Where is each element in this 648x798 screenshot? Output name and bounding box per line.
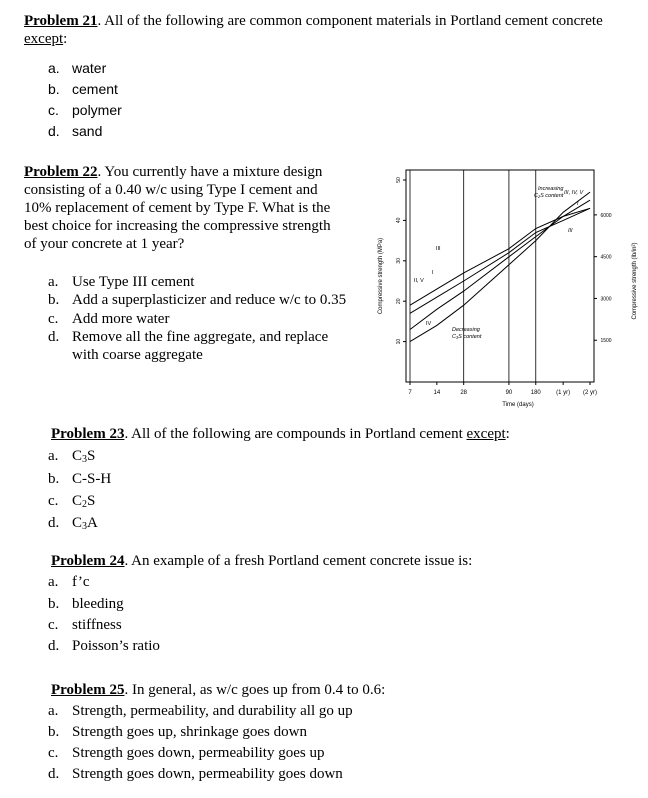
option-text: water <box>72 60 107 76</box>
chart-annotation: III <box>568 228 573 234</box>
option-letter: c. <box>48 493 59 509</box>
chart-annotation: III, IV, V <box>564 190 584 196</box>
option-text: cement <box>72 81 118 97</box>
problem-25-option-c[interactable] <box>48 744 324 762</box>
series-label: IV <box>426 321 432 327</box>
problem-25-option-a[interactable] <box>48 702 353 720</box>
problem-23-option-b[interactable] <box>48 470 111 488</box>
y-tick-label: 30 <box>396 258 402 264</box>
formula-subscript: 2 <box>82 499 88 510</box>
y-tick-label: 50 <box>396 177 402 183</box>
problem-22-head: Problem 22 <box>24 164 98 180</box>
problem-25-head: Problem 25 <box>51 682 125 698</box>
problem-24-head: Problem 24 <box>51 553 125 569</box>
problem-22-line: of your concrete at 1 year? <box>24 236 185 252</box>
problem-24-option-a[interactable] <box>48 573 89 591</box>
series-line <box>410 208 590 305</box>
option-letter: b. <box>48 81 60 97</box>
chart-annotation: I <box>577 201 579 207</box>
problem-24-option-b[interactable] <box>48 595 124 613</box>
problem-21-stem-line2 <box>24 30 639 48</box>
option-letter: c. <box>48 745 59 761</box>
series-line <box>410 200 590 329</box>
option-text: Strength goes up, shrinkage goes down <box>72 724 307 740</box>
problem-23-option-a[interactable] <box>48 447 95 469</box>
problem-21-stem <box>24 12 639 30</box>
problem-21-option-a[interactable] <box>48 59 106 77</box>
option-letter: a. <box>48 448 59 464</box>
formula-main: A <box>87 515 98 531</box>
y-axis-right-label: Compressive strength (lb/in²) <box>632 242 638 320</box>
y-tick-label: 20 <box>396 298 402 304</box>
x-tick-label: 28 <box>460 390 468 396</box>
strength-chart <box>372 160 644 408</box>
formula-main: S <box>87 448 96 464</box>
option-text: Poisson’s ratio <box>72 638 160 654</box>
option-text: polymer <box>72 102 122 118</box>
problem-22-line: consisting of a 0.40 w/c using Type I cement and <box>24 182 318 198</box>
problem-21-option-c[interactable] <box>48 101 122 119</box>
option-letter: c. <box>48 311 59 327</box>
problem-21-option-b[interactable] <box>48 80 118 98</box>
problem-24-text: . An example of a fresh Portland cement concrete issue is: <box>124 553 473 569</box>
problem-25-stem <box>51 681 385 699</box>
problem-23-head: Problem 23 <box>51 426 125 442</box>
chart-annotation: C₃S content <box>452 334 482 340</box>
formula-subscript: 3 <box>82 454 88 465</box>
option-text: sand <box>72 123 103 139</box>
option-text: Remove all the fine aggregate, and replace <box>72 329 329 345</box>
y-axis-label: Compressive strength (MPa) <box>378 237 384 315</box>
problem-22-stem <box>24 163 369 253</box>
formula-main: S <box>87 493 96 509</box>
problem-25-text: . In general, as w/c goes up from 0.4 to 0.6: <box>124 682 386 698</box>
problem-22-line: best choice for increasing the compressive strength <box>24 218 331 234</box>
problem-23-text: . All of the following are compounds in Portland cement <box>124 426 467 442</box>
problem-21-text: . All of the following are common component materials in Portland cement concrete <box>97 13 603 29</box>
y-tick-label: 40 <box>396 217 402 224</box>
problem-24-option-c[interactable] <box>48 616 122 634</box>
problem-24-stem <box>51 552 472 570</box>
option-text: Strength goes down, permeability goes up <box>72 745 325 761</box>
problem-22-option-a[interactable] <box>48 273 194 291</box>
chart-annotation: Decreasing <box>452 327 480 333</box>
problem-23-option-d[interactable] <box>48 514 98 536</box>
problem-25-option-b[interactable] <box>48 723 307 741</box>
option-letter: a. <box>48 274 59 290</box>
option-letter: a. <box>48 60 60 76</box>
option-letter: b. <box>48 596 60 612</box>
formula-subscript: 3 <box>82 521 88 532</box>
x-tick-label: 180 <box>530 390 541 396</box>
option-letter: d. <box>48 515 60 531</box>
option-text: with coarse aggregate <box>72 347 203 363</box>
x-tick-label: 7 <box>408 390 412 396</box>
x-axis-label: Time (days) <box>502 402 534 408</box>
problem-23-except: except <box>466 426 506 442</box>
formula-main: C <box>72 515 83 531</box>
x-tick-label: (1 yr) <box>556 390 571 396</box>
problem-23-colon: : <box>505 426 510 442</box>
option-letter: d. <box>48 638 60 654</box>
problem-21-head: Problem 21 <box>24 13 98 29</box>
y2-tick-label: 1500 <box>600 338 612 345</box>
problem-21-colon: : <box>63 31 68 47</box>
y2-tick-label: 4500 <box>600 254 612 261</box>
option-letter: b. <box>48 724 60 740</box>
option-text: Add a superplasticizer and reduce w/c to 0.35 <box>72 292 347 308</box>
option-letter: a. <box>48 574 59 590</box>
plot-frame <box>406 170 594 382</box>
y2-tick-label: 3000 <box>600 296 612 303</box>
option-text: f’c <box>72 574 90 590</box>
problem-21-except: except <box>24 31 64 47</box>
problem-21 <box>24 12 639 48</box>
y2-tick-label: 6000 <box>600 212 612 219</box>
series-line <box>410 208 590 313</box>
problem-24-option-d[interactable] <box>48 637 160 655</box>
problem-23-option-c[interactable] <box>48 492 95 514</box>
formula-main: C-S-H <box>72 471 112 487</box>
problem-22-option-c[interactable] <box>48 310 169 328</box>
problem-22-option-d-cont <box>48 346 203 364</box>
y-tick-label: 10 <box>396 338 402 345</box>
problem-22-option-d[interactable] <box>48 328 328 346</box>
formula-main: C <box>72 448 83 464</box>
problem-22-line: 10% replacement of cement by Type F. What is the <box>24 200 331 216</box>
option-letter: b. <box>48 292 60 308</box>
series-label: I <box>432 270 434 276</box>
option-text: bleeding <box>72 596 124 612</box>
option-letter: d. <box>48 329 60 345</box>
series-line <box>410 192 590 342</box>
option-letter: c. <box>48 617 59 633</box>
option-letter: c. <box>48 102 59 118</box>
option-text: Strength, permeability, and durability all go up <box>72 703 353 719</box>
series-label: III <box>436 246 441 252</box>
problem-21-option-d[interactable] <box>48 122 102 140</box>
option-text: Strength goes down, permeability goes down <box>72 766 343 782</box>
x-tick-label: 90 <box>505 390 513 396</box>
x-tick-label: (2 yr) <box>583 390 597 396</box>
option-letter: d. <box>48 123 60 139</box>
series-label: II, V <box>414 278 424 284</box>
problem-22-option-b[interactable] <box>48 291 346 309</box>
option-text: stiffness <box>72 617 122 633</box>
option-text: Use Type III cement <box>72 274 195 290</box>
option-letter: a. <box>48 703 59 719</box>
option-letter: d. <box>48 766 60 782</box>
x-tick-label: 14 <box>433 390 441 396</box>
option-text: Add more water <box>72 311 170 327</box>
problem-23-stem <box>51 425 510 443</box>
problem-25-option-d[interactable] <box>48 765 343 783</box>
chart-annotation: Increasing <box>538 186 564 192</box>
option-letter: b. <box>48 471 60 487</box>
chart-annotation: C₂S content <box>534 193 564 199</box>
formula-main: C <box>72 493 83 509</box>
problem-22-line: . You currently have a mixture design <box>97 164 323 180</box>
